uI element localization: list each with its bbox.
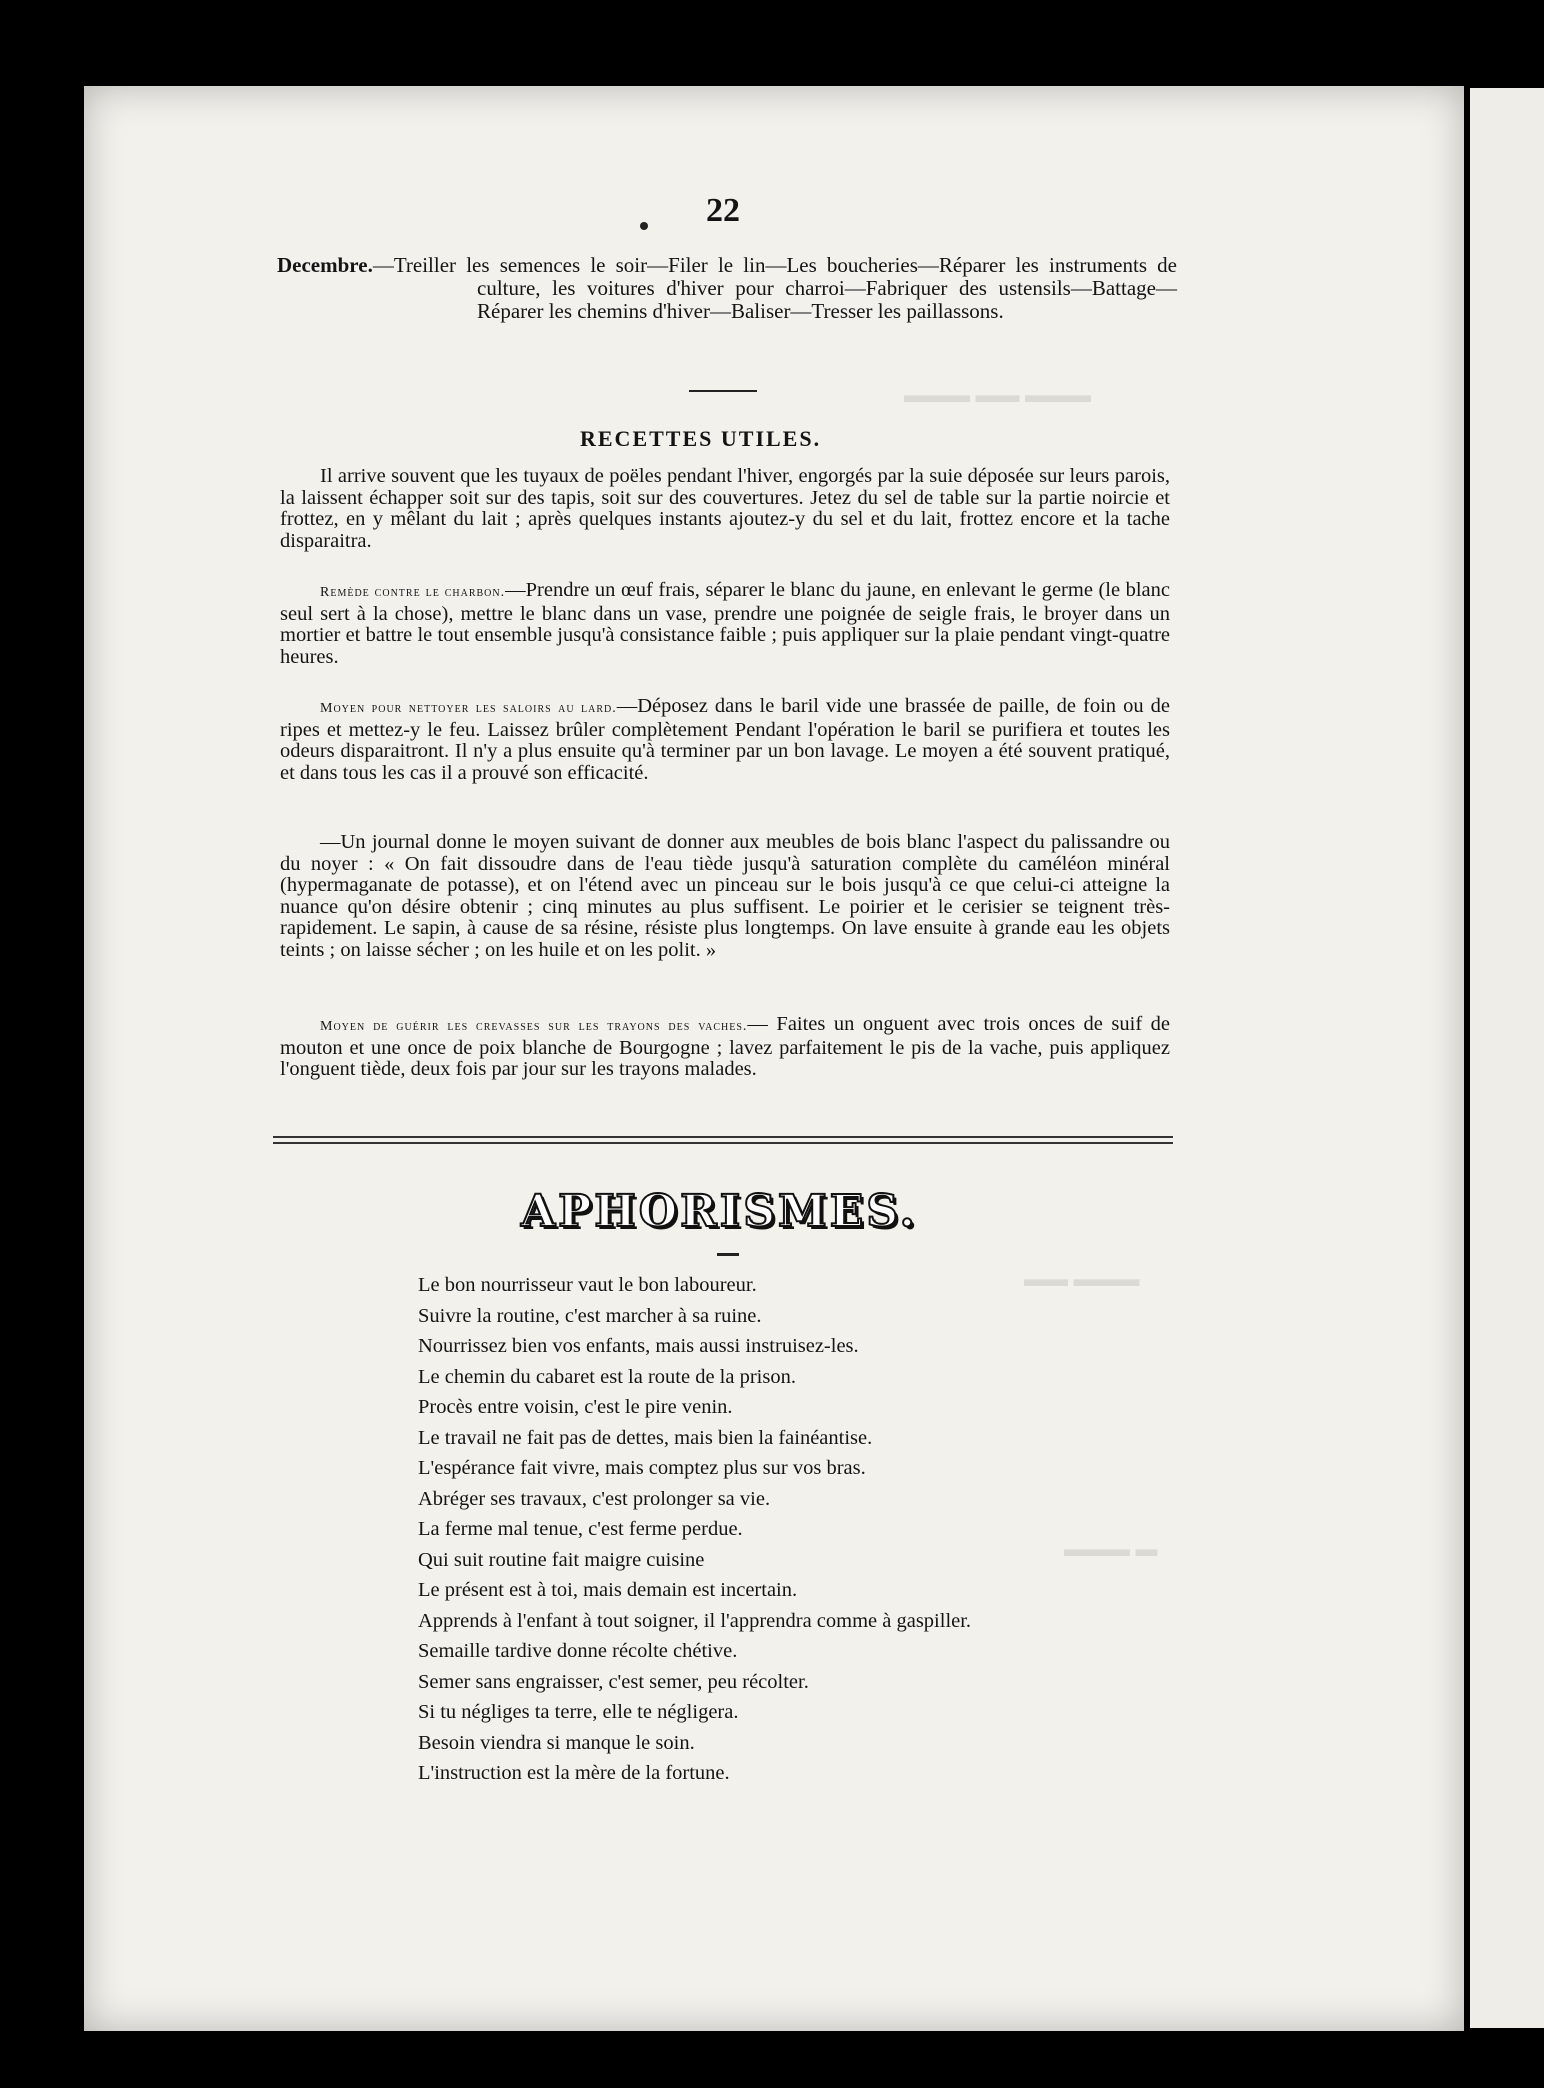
- aphorism-item: Semer sans engraisser, c'est semer, peu récolter.: [418, 1670, 809, 1693]
- recettes-title: RECETTES UTILES.: [580, 426, 822, 451]
- recette-paragraph: [280, 1014, 1170, 1081]
- aphorism-item: L'espérance fait vivre, mais comptez plus sur vos bras.: [418, 1457, 866, 1479]
- recette-body: — Faites un onguent avec trois onces de suif de mouton et une once de poix blanche de Bourgogne ; lavez parfaitement le pis de la vache, puis appliquez l'onguent tiède, deux fois par jour sur les trayons malades.: [280, 1013, 1170, 1080]
- bleed-through-mark: ▬▬▬ ▬▬ ▬▬▬: [904, 382, 1091, 407]
- aphorism-item: Apprends à l'enfant à tout soigner, il l'apprendra comme à gaspiller.: [418, 1609, 972, 1632]
- aphorism-item: Qui suit routine fait maigre cuisine: [418, 1548, 705, 1571]
- recette-paragraph: —Un journal donne le moyen suivant de donner aux meubles de bois blanc l'aspect du palissandre ou du noyer : « On fait dissoudre dans de l'eau tiède jusqu'à saturation complète du caméléon minéral (hypermaganate de potasse), et on l'étend avec un pinceau sur le bois jusqu'à ce que celui-ci atteigne la nuance qu'on désire obtenir ; cinq minutes au plus suffisent. Le poirier et le cerisier se teignent très-rapidement. Le sapin, à cause de sa résine, résiste plus longtemps. On lave ensuite à grande eau les objets teints ; on laisse sécher ; on les huile et on les polit. »: [280, 831, 1170, 961]
- aphorism-item: Abréger ses travaux, c'est prolonger sa vie.: [418, 1487, 771, 1510]
- aphorism-item: Le chemin du cabaret est la route de la prison.: [418, 1365, 796, 1388]
- calendar-month: Decembre.: [277, 253, 373, 277]
- aphorism-item: Le présent est à toi, mais demain est incertain.: [418, 1579, 798, 1601]
- aphorismes-title: APHORISMES.: [521, 1186, 918, 1237]
- recette-paragraph: Il arrive souvent que les tuyaux de poëles pendant l'hiver, engorgés par la suie déposée sur leurs parois, la laissent échapper soit sur des tapis, soit sur des couvertures. Jetez du sel de table sur la partie noircie et frottez, en y mêlant du lait ; après quelques instants ajoutez-y du sel et du lait, frottez encore et la tache disparaitra.: [280, 465, 1170, 552]
- aphorism-item: Le travail ne fait pas de dettes, mais bien la fainéantise.: [418, 1426, 873, 1449]
- calendar-tasks: —Treiller les semences le soir—Filer le lin—Les boucheries—Réparer les instruments de culture, les voitures d'hiver pour charroi—Fabriquer des ustensils—Battage—Réparer les chemins d'hiver—Baliser—Tresser les paillassons.: [372, 253, 1177, 323]
- recette-heading: Moyen pour nettoyer les saloirs au lard.: [320, 701, 617, 716]
- recette-paragraph: [280, 696, 1170, 784]
- aphorismes-list: [418, 1270, 971, 1789]
- aphorism-item: Si tu négliges ta terre, elle te négligera.: [418, 1701, 739, 1723]
- aphorism-item: Semaille tardive donne récolte chétive.: [418, 1640, 738, 1662]
- double-rule-top: [273, 1136, 1173, 1138]
- bleed-through-mark: ▬▬ ▬▬▬: [1024, 1266, 1140, 1291]
- aphorism-item: Suivre la routine, c'est marcher à sa ruine.: [418, 1304, 762, 1327]
- bleed-through-mark: ▬▬▬ ▬: [1064, 1536, 1158, 1561]
- ink-dot: [640, 222, 648, 230]
- aphorism-item: L'instruction est la mère de la fortune.: [418, 1762, 730, 1784]
- calendar-entry: [277, 254, 1177, 323]
- aphorism-item: La ferme mal tenue, c'est ferme perdue.: [418, 1518, 743, 1540]
- recette-heading: Moyen de guérir les crevasses sur les trayons des vaches.: [320, 1019, 748, 1034]
- recette-heading: Remède contre le charbon.: [320, 585, 506, 600]
- recette-paragraph: [280, 580, 1170, 668]
- double-rule-bottom: [273, 1142, 1173, 1144]
- section-divider: [689, 390, 757, 392]
- aphorism-item: Besoin viendra si manque le soin.: [418, 1731, 695, 1754]
- aphorismes-divider: [717, 1253, 739, 1256]
- recette-body: —Prendre un œuf frais, séparer le blanc du jaune, en enlevant le germe (le blanc seul sert à la chose), mettre le blanc dans un vase, prendre une poignée de seigle frais, le broyer dans un mortier et battre le tout ensemble jusqu'à consistance faible ; puis appliquer sur la plaie pendant vingt-quatre heures.: [280, 579, 1170, 668]
- recette-body: —Déposez dans le baril vide une brassée de paille, de foin ou de ripes et mettez-y le feu. Laissez brûler complètement Pendant l'opération le baril se purifiera et toutes les odeurs disparaitront. Il n'y a plus ensuite qu'à terminer par un bon lavage. Le moyen a été souvent pratiqué, et dans tous les cas il a prouvé son efficacité.: [280, 695, 1170, 784]
- facing-page-edge: [1470, 88, 1544, 2028]
- aphorism-item: Nourrissez bien vos enfants, mais aussi instruisez-les.: [418, 1335, 859, 1357]
- page-number: 22: [706, 192, 740, 229]
- aphorism-item: Le bon nourrisseur vaut le bon laboureur.: [418, 1274, 757, 1296]
- aphorism-item: Procès entre voisin, c'est le pire venin.: [418, 1396, 733, 1418]
